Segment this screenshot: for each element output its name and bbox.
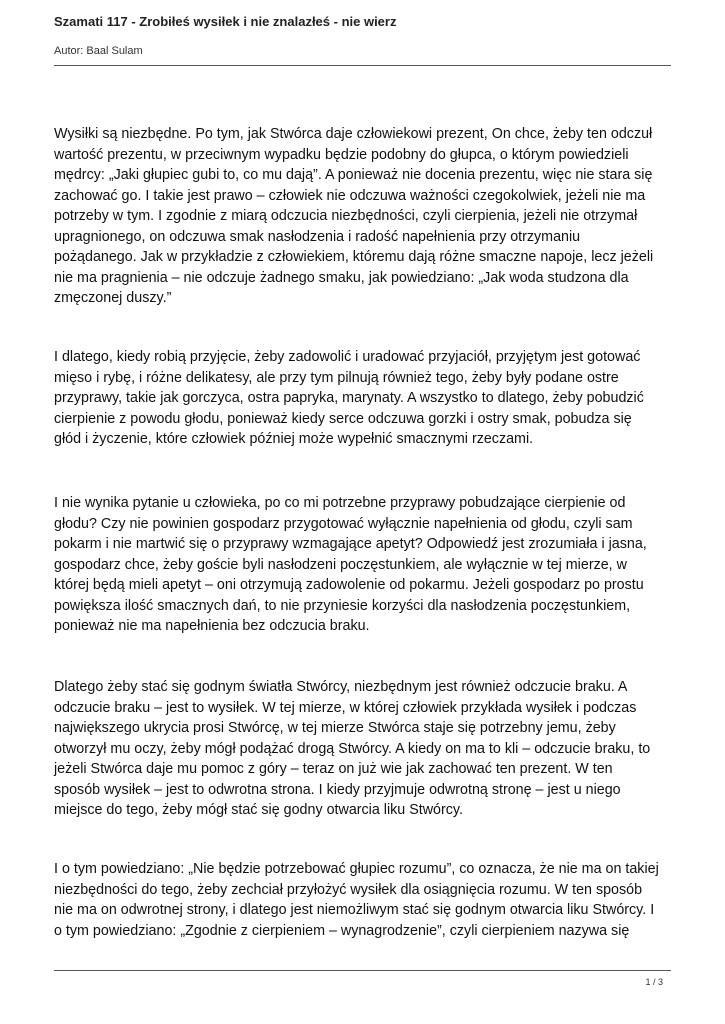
- paragraph: I o tym powiedziano: „Nie będzie potrzebować głupiec rozumu”, co oznacza, że nie ma on takiej niezbędności do tego, żeby zechciał przyłożyć wysiłek dla osiągnięcia rozumu. W ten sposób nie ma on odwrotnej strony, i dlatego jest niemożliwym stać się godnym otwarcia liku Stwórcy. I o tym powiedziano: „Zgodnie z cierpieniem – wynagrodzenie”, czyli cierpieniem nazywa się: [54, 861, 659, 939]
- paragraph: I nie wynika pytanie u człowieka, po co mi potrzebne przyprawy pobudzające cierpienie od głodu? Czy nie powinien gospodarz przygotować wyłącznie napełnienia od głodu, czyli sam pokarm i nie martwić się o przyprawy wzmagające apetyt? Odpowiedź jest zrozumiała i jasna, gospodarz chce, żeby goście byli nasłodzeni poczęstunkiem, ale wyłącznie w tej mierze, w której będą mieli apetyt – oni otrzymują zadowolenie od pokarmu. Jeżeli gospodarz po prostu powiększa ilość smacznych dań, to nie przyniesie korzyści dla nasłodzenia poczęstunkiem, ponieważ nie ma napełnienia bez odczucia braku.: [54, 495, 647, 634]
- document-title: Szamati 117 - Zrobiłeś wysiłek i nie znalazłeś - nie wierz: [54, 14, 397, 29]
- paragraph: Dlatego żeby stać się godnym światła Stwórcy, niezbędnym jest również odczucie braku. A odczucie braku – jest to wysiłek. W tej mierze, w której człowiek przykłada wysiłek i podczas największego ukrycia prosi Stwórcę, w tej mierze Stwórca staje się potrzebny jemu, żeby otworzył mu oczy, żeby mógł podążać drogą Stwórcy. A kiedy on ma to kli – odczucie braku, to jeżeli Stwórca daje mu pomoc z góry – teraz on już wie jak zachować ten prezent. W ten sposób wysiłek – jest to odwrotna strona. I kiedy przyjmuje odwrotną stronę – jest u niego miejsce do tego, żeby mógł stać się godny otwarcia liku Stwórcy.: [54, 679, 651, 818]
- footer-divider: [54, 970, 671, 971]
- document-author: Autor: Baal Sulam: [54, 45, 143, 57]
- page-number: 1 / 3: [645, 977, 663, 987]
- paragraph: I dlatego, kiedy robią przyjęcie, żeby zadowolić i uradować przyjaciół, przyjętym jest gotować mięso i rybę, i różne delikatesy, ale przy tym pilnują również tego, żeby były podane ostre przyprawy, takie jak gorczyca, ostra papryka, marynaty. A wszystko to dlatego, żeby pobudzić cierpienie z powodu głodu, ponieważ kiedy serce odczuwa gorzki i ostry smak, pobudza się głód i życzenie, które człowiek później może wypełnić smacznymi rzeczami.: [54, 349, 644, 447]
- paragraph: Wysiłki są niezbędne. Po tym, jak Stwórca daje człowiekowi prezent, On chce, żeby ten odczuł wartość prezentu, w przeciwnym wypadku będzie podobny do głupca, o którym powiedzieli mędrcy: „Jaki głupiec gubi to, co mu dają”. A ponieważ nie docenia prezentu, więc nie stara się zachować go. I takie jest prawo – człowiek nie odczuwa ważności czegokolwiek, jeżeli nie ma potrzeby w tym. I zgodnie z miarą odczucia niezbędności, czyli cierpienia, jeżeli nie otrzymał upragnionego, on odczuwa smak nasłodzenia i radość napełnienia przy otrzymaniu pożądanego. Jak w przykładzie z człowiekiem, któremu dają różne smaczne napoje, lecz jeżeli nie ma pragnienia – nie odczuje żadnego smaku, jak powiedziano: „Jak woda studzona dla zmęczonej duszy.”: [54, 126, 654, 306]
- header-divider: [54, 65, 671, 66]
